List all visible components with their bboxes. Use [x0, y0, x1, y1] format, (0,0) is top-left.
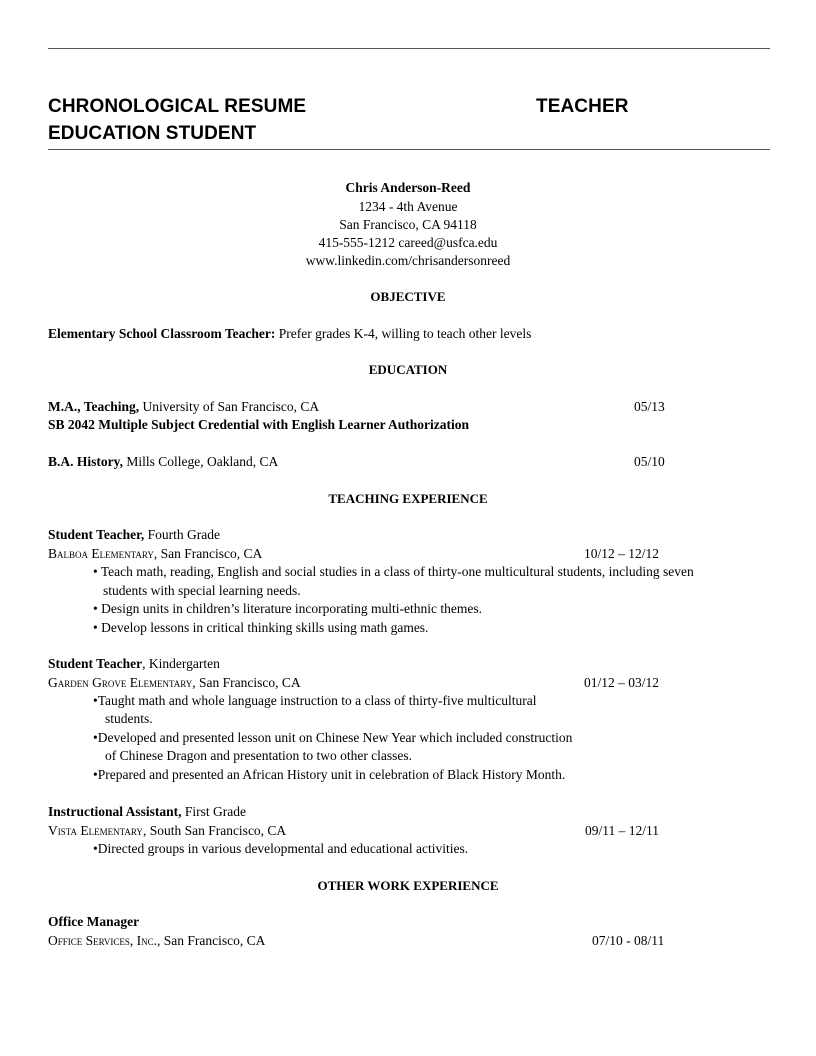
job-bullet-continuation: of Chinese Dragon and presentation to two other classes.: [105, 748, 413, 763]
job-grade: Fourth Grade: [144, 527, 221, 542]
school-name: Mills College, Oakland, CA: [123, 454, 279, 469]
degree-title: B.A. History,: [48, 454, 124, 469]
education-entry-ba: [48, 454, 278, 470]
section-heading-teaching: TEACHING EXPERIENCE: [328, 491, 488, 506]
job-dates: 10/12 – 12/12: [584, 546, 660, 561]
employer-location: , San Francisco, CA: [192, 675, 301, 690]
school-name: University of San Francisco, CA: [139, 399, 320, 414]
document-title-left: CHRONOLOGICAL RESUME: [48, 96, 307, 117]
job-bullet: • Teach math, reading, English and social studies in a class of thirty-one multicultural students, including seven: [93, 564, 694, 579]
objective-line: [48, 326, 531, 342]
employer-name: Vista Elementary: [48, 823, 143, 838]
contact-phone-email: 415-555-1212 careed@usfca.edu: [318, 235, 498, 250]
employer-location: , San Francisco, CA: [153, 546, 263, 561]
contact-street: 1234 - 4th Avenue: [358, 199, 458, 214]
job-dates: 09/11 – 12/11: [585, 823, 659, 838]
objective-label: Elementary School Classroom Teacher:: [48, 326, 276, 341]
job-employer-line: [48, 675, 301, 691]
job-grade: , Kindergarten: [142, 656, 220, 671]
employer-name: Garden Grove Elementary: [48, 675, 193, 690]
other-work-role: Office Manager: [48, 914, 140, 929]
degree-title: M.A., Teaching,: [48, 399, 140, 414]
contact-city: San Francisco, CA 94118: [339, 217, 477, 232]
employer-name: Office Services, Inc.: [48, 933, 158, 948]
job-employer-line: [48, 933, 265, 949]
job-bullet: • Design units in children’s literature incorporating multi-ethnic themes.: [93, 601, 483, 616]
job-title-line: [48, 804, 246, 820]
employer-location: , South San Francisco, CA: [142, 823, 287, 838]
objective-text: Prefer grades K-4, willing to teach other levels: [275, 326, 532, 341]
job-dates: 01/12 – 03/12: [584, 675, 660, 690]
job-employer-line: [48, 546, 262, 562]
job-bullet: •Prepared and presented an African History unit in celebration of Black History Month.: [93, 767, 566, 782]
job-role: Student Teacher: [48, 656, 143, 671]
section-heading-other-work: OTHER WORK EXPERIENCE: [317, 878, 499, 893]
job-bullet: • Develop lessons in critical thinking skills using math games.: [93, 620, 429, 635]
job-bullet: •Developed and presented lesson unit on Chinese New Year which included construction: [93, 730, 573, 745]
contact-name: Chris Anderson-Reed: [345, 180, 471, 195]
document-title-right: TEACHER: [536, 96, 629, 117]
job-dates: 07/10 - 08/11: [592, 933, 665, 948]
section-heading-objective: OBJECTIVE: [370, 289, 446, 304]
job-grade: First Grade: [181, 804, 247, 819]
credential-line: SB 2042 Multiple Subject Credential with English Learner Authorization: [48, 417, 470, 432]
job-bullet: •Directed groups in various developmental and educational activities.: [93, 841, 469, 856]
job-role: Instructional Assistant,: [48, 804, 182, 819]
contact-linkedin: www.linkedin.com/chrisandersonreed: [305, 253, 511, 268]
education-date-ma: 05/13: [634, 399, 665, 414]
job-employer-line: [48, 823, 286, 839]
job-bullet: •Taught math and whole language instruction to a class of thirty-five multicultural: [93, 693, 537, 708]
job-bullet-continuation: students with special learning needs.: [103, 583, 301, 598]
top-rule: [48, 48, 770, 49]
job-role: Student Teacher,: [48, 527, 145, 542]
job-bullet-continuation: students.: [105, 711, 153, 726]
education-date-ba: 05/10: [634, 454, 665, 469]
education-entry-ma: [48, 399, 319, 415]
section-heading-education: EDUCATION: [368, 362, 448, 377]
job-title-line: [48, 656, 220, 672]
title-rule: [48, 149, 770, 150]
document-title-line2: EDUCATION STUDENT: [48, 123, 257, 144]
employer-name: Balboa Elementary: [48, 546, 154, 561]
employer-location: , San Francisco, CA: [157, 933, 266, 948]
job-title-line: [48, 527, 220, 543]
